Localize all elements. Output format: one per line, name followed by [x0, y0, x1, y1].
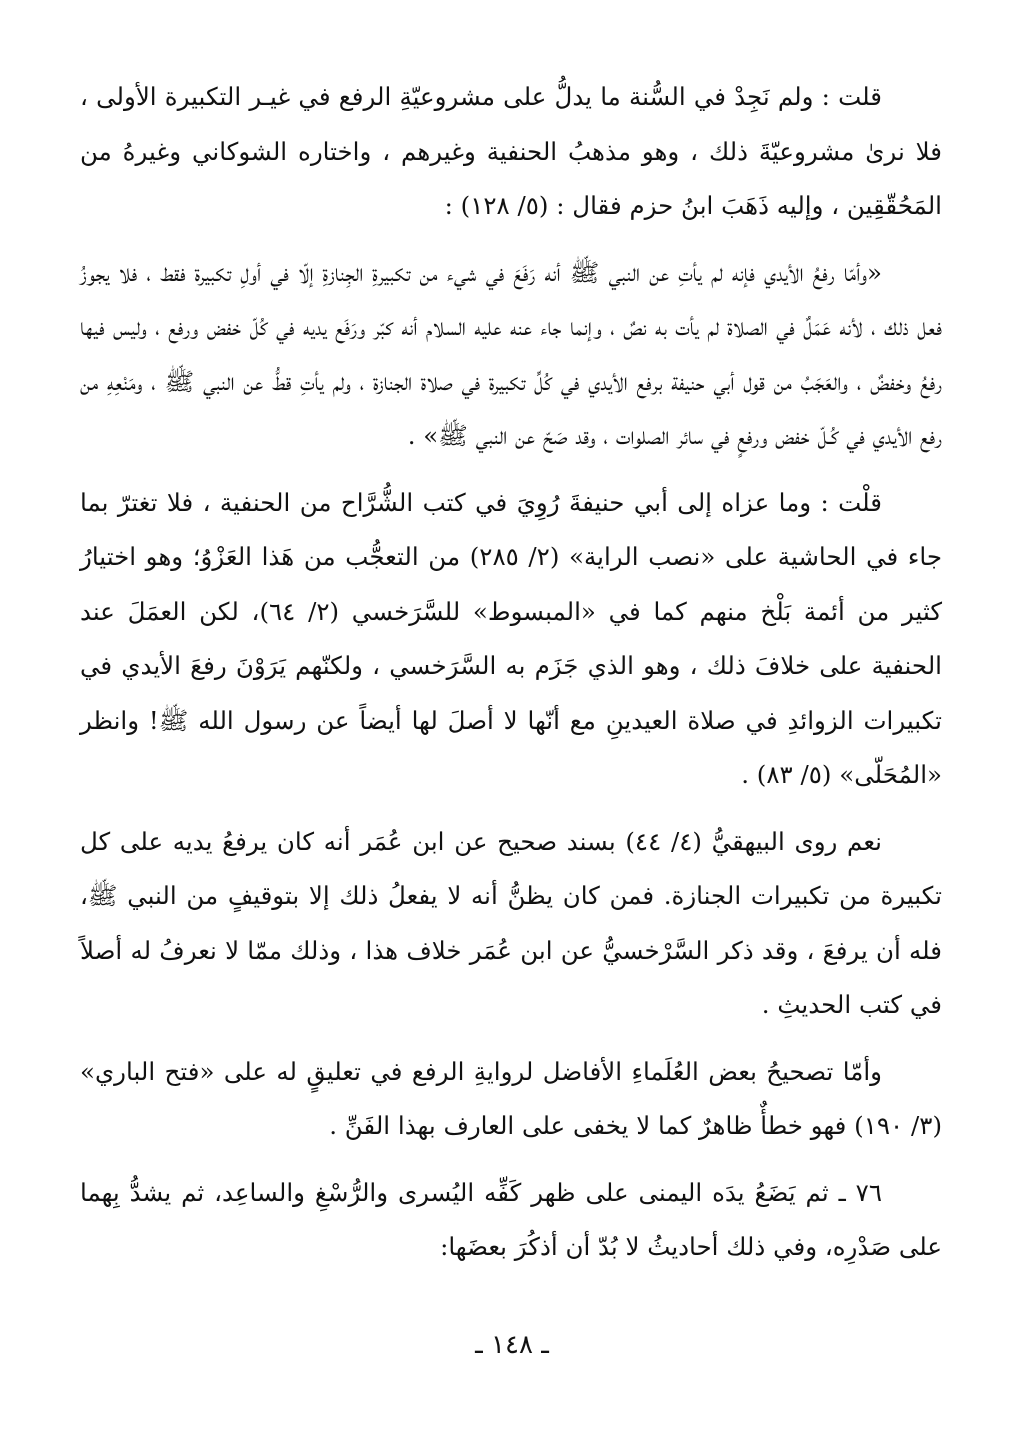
document-page	[80, 70, 942, 1287]
page-number: ـ ١٤٨ ـ	[475, 1330, 549, 1360]
paragraph-2-quote: «وأمّا رفعُ الأيدي فإنه لم يأتِ عن النبي ﷺ أنه رَفَعَ في شيء من تكبيرةِ الجِنازةِ إلّا في أولِ تكبيرة فقط ، فلا يجوزُ فعل ذلك ، لأنه عَمَلٌ في الصلاة لم يأت به نصٌ ، وإنما جاء عنه عليه السلام أنه كبّر ورَفَع يديه في كُلّ خفض ورفع ، وليس فيها رفعُ وخفضٌ ، والعَجَبُ من قول أبي حنيفة برفع الأيدي في كُلِّ تكبيرة في صلاة الجنازة ، ولم يأتِ قطُّ عن النبي ﷺ ، ومَنْعِهِ من رفع الأيدي في كُـلّ خفض ورفعٍ في سائر الصلوات ، وقد صَحّ عن النبي ﷺ» .	[80, 257, 942, 450]
paragraph-5: وأمّا تصحيحُ بعض العُلَماءِ الأفاضل لروايةِ الرفع في تعليقٍ له على «فتح الباري» (٣/ ١٩٠) فهو خطأٌ ظاهرٌ كما لا يخفى على العارف بهذا الفَنِّ .	[80, 1056, 942, 1140]
paragraph-1: قلت : ولم نَجِدْ في السُّنة ما يدلُّ على مشروعيّةِ الرفع في غيـر التكبيرة الأولى ، فلا نرىٰ مشروعيّةَ ذلك ، وهو مذهبُ الحنفية وغيرهم ، واختاره الشوكاني وغيرهُ من المَحُقّقِين ، وإليه ذَهَبَ ابنُ حزم فقال : (٥/ ١٢٨) :	[80, 82, 942, 220]
paragraph-3: قلْت : وما عزاه إلى أبي حنيفةَ رُوِيَ في كتب الشُّرَّاح من الحنفية ، فلا تغترّ بما جاء في الحاشية على «نصب الراية» (٢/ ٢٨٥) من التعجُّب من هَذا العَزْوُ؛ وهو اختيارُ كثير من أئمة بَلْخ منهم كما في «المبسوط» للسَّرَخسي (٢/ ٦٤)، لكن العمَلَ عند الحنفية على خلافَ ذلك ، وهو الذي جَزَم به السَّرَخسي ، ولكنّهم يَرَوْنَ رفعَ الأيدي في تكبيرات الزوائدِ في صلاة العيدينِ مع أنّها لا أصلَ لها أيضاً عن رسول الله ﷺ! وانظر «المُحَلّى» (٥/ ٨٣) .	[80, 487, 943, 789]
paragraph-6-item-76: ٧٦ ـ ثم يَضَعُ يدَه اليمنى على ظهر كَفِّه اليُسرى والرُّسْغِ والساعِد، ثم يشدُّ بِهما على صَدْرِه، وفي ذلك أحاديثُ لا بُدّ أن أذكُرَ بعضَها:	[80, 1177, 942, 1261]
paragraph-4: نعم روى البيهقيُّ (٤/ ٤٤) بسند صحيح عن ابن عُمَر أنه كان يرفعُ يديه على كل تكبيرة من تكبيرات الجنازة. فمن كان يظنُّ أنه لا يفعلُ ذلك إلا بتوقيفٍ من النبي ﷺ، فله أن يرفعَ ، وقد ذكر السَّرْخسيُّ عن ابن عُمَر خلاف هذا ، وذلك ممّا لا نعرفُ له أصلاً في كتب الحديثِ .	[80, 826, 942, 1019]
